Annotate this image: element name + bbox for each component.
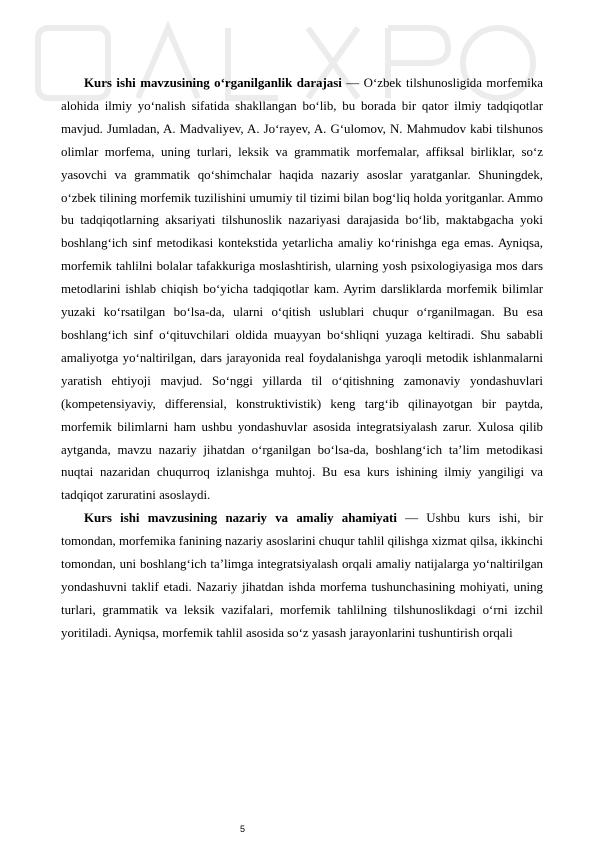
document-body [61,72,543,645]
paragraph-significance [61,507,543,644]
paragraph-text-research-level: — O‘zbek tilshunosligida morfemika alohida ilmiy yo‘nalish sifatida shakllangan bo‘lib, bu borada bir qator ilmiy tadqiqotlar mavjud. Jumladan, A. Madvaliyev, A. Jo‘rayev, A. G‘ulomov, N. Mahmudov kabi tilshunos olimlar morfema, uning turlari, leksik va grammatik morfemalar, affiksal birliklar, so‘z yasovchi va grammatik qo‘shimchalar haqida nazariy asoslar yaratganlar. Shuningdek, o‘zbek tilining morfemik tuzilishini umumiy til tizimi bilan bog‘liq holda yoritganlar. Ammo bu tadqiqotlarning aksariyati tilshunoslik nazariyasi darajasida bo‘lib, maktabgacha yoki boshlang‘ich sinf metodikasi kontekstida yetarlicha amaliy ko‘rinishga ega emas. Ayniqsa, morfemik tahlilni bolalar tafakkuriga moslashtirish, ularning yosh psixologiyasiga mos dars metodlarini ishlab chiqish bo‘yicha tadqiqotlar kam. Ayrim darsliklarda morfemik bilimlar yuzaki ko‘rsatilgan bo‘lsa-da, ularni o‘qitish uslublari chuqur o‘rganilmagan. Bu esa boshlang‘ich sinf o‘qituvchilari oldida muayyan bo‘shliqni yuzaga keltiradi. Shu sababli amaliyotga yo‘naltirilgan, dars jarayonida real foydalanishga yaroqli metodik ishlanmalarni yaratish ehtiyoji mavjud. So‘nggi yillarda til o‘qitishning zamonaviy yondashuvlari (kompetensiyaviy, differensial, konstruktivistik) keng targ‘ib qilinayotgan bir paytda, morfemik bilimlarni ham ushbu yondashuvlar asosida integratsiyalash zarur. Xulosa qilib aytganda, mavzu nazariy jihatdan o‘rganilgan bo‘lsa-da, boshlang‘ich ta’lim metodikasi nuqtai nazaridan chuqurroq izlanishga muhtoj. Bu esa kurs ishining ilmiy yangiligi va tadqiqot zaruratini asoslaydi. [61,76,543,503]
paragraph-text-significance: — Ushbu kurs ishi, bir tomondan, morfemika fanining nazariy asoslarini chuqur tahlil qilishga xizmat qilsa, ikkinchi tomondan, uni boshlang‘ich ta’limga integratsiyalash orqali amaliy natijalarga yo‘naltirilgan yondashuvni taklif etadi. Nazariy jihatdan ishda morfema tushunchasining mohiyati, uning turlari, grammatik va leksik vazifalari, morfemik tahlilning tilshunoslikdagi o‘rni izchil yoritiladi. Ayniqsa, morfemik tahlil asosida so‘z yasash jarayonlarini tushuntirish orqali [61,511,543,640]
paragraph-heading-research-level: Kurs ishi mavzusining o‘rganilganlik darajasi [84,76,342,90]
page-number: 5 [240,824,246,834]
paragraph-research-level [61,72,543,507]
paragraph-heading-significance: Kurs ishi mavzusining nazariy va amaliy ahamiyati [84,511,397,526]
